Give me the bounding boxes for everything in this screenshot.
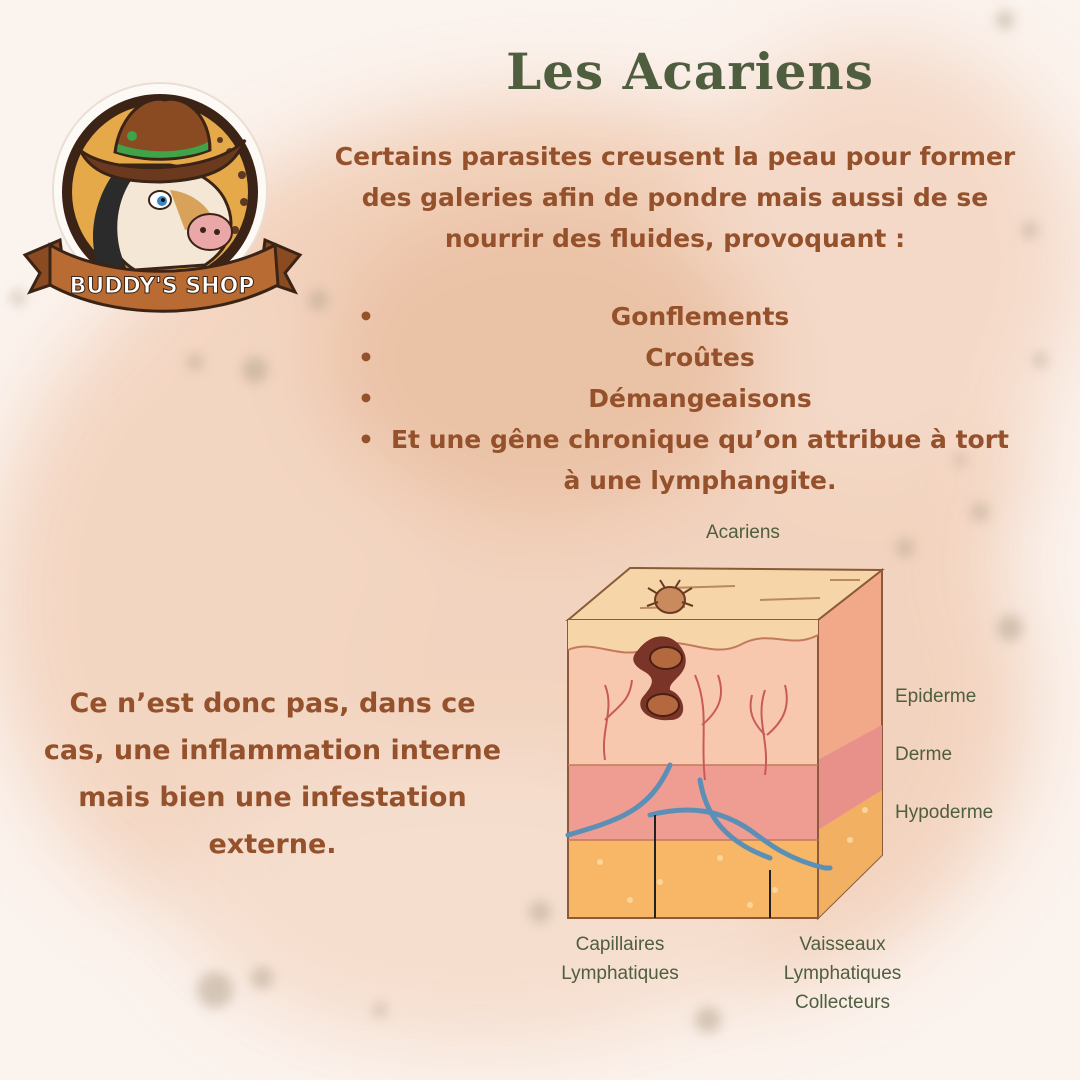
label-mites: Acariens (706, 522, 780, 543)
bullet-icon: • (358, 384, 374, 413)
label-dermis: Derme (895, 744, 953, 765)
list-item (350, 337, 1010, 378)
bullet-icon: • (358, 302, 374, 331)
page-title: Les Acariens (506, 42, 874, 101)
label-hypodermis: Hypoderme (895, 802, 994, 823)
label-collecting-vessels: Vaisseaux Lymphatiques Collecteurs (783, 934, 902, 1013)
bullet-icon: • (358, 343, 374, 372)
label-epidermis: Epiderme (895, 686, 977, 707)
list-item (350, 296, 1010, 337)
list-item-text: Croûtes (645, 343, 755, 372)
symptom-list (350, 296, 1010, 501)
label-lymph-capillaries: Capillaires Lymphatiques (561, 934, 679, 984)
list-item-text: Gonflements (610, 302, 790, 331)
skin-diagram (520, 510, 1080, 1030)
intro-text: Certains parasites creusent la peau pour former des galeries afin de pondre mais aussi de se nourrir des fluides, provoquant : (334, 142, 1016, 253)
bullet-icon: • (358, 425, 374, 454)
logo-text: BUDDY'S SHOP (69, 274, 255, 299)
list-item (350, 378, 1010, 419)
list-item-text: Et une gêne chronique qu’on attribue à tort à une lymphangite. (390, 425, 1009, 495)
buddys-shop-logo (20, 80, 305, 320)
list-item-text: Démangeaisons (588, 384, 812, 413)
conclusion-text: Ce n’est donc pas, dans ce cas, une inflammation interne mais bien une infestation externe. (43, 688, 502, 860)
list-item (350, 419, 1010, 501)
